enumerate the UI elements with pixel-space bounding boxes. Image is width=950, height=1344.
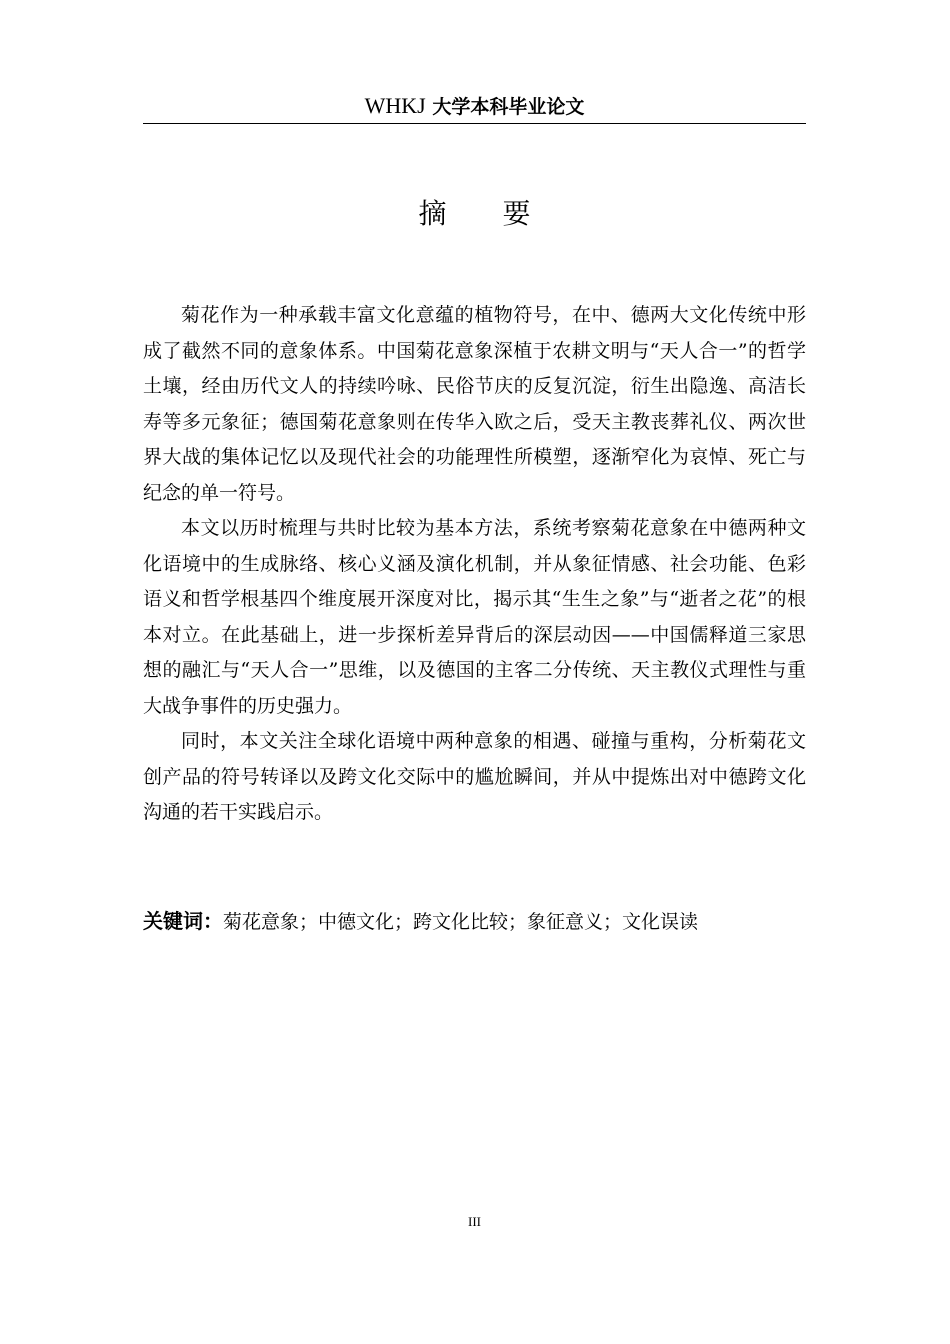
- keywords-line: [143, 903, 806, 940]
- keywords-label: 关键词：: [143, 909, 223, 933]
- header-university-code: WHKJ: [364, 93, 426, 118]
- keywords-text: 菊花意象；中德文化；跨文化比较；象征意义；文化误读: [223, 911, 699, 933]
- header-rule: [143, 123, 806, 124]
- page-number: III: [468, 1214, 481, 1229]
- abstract-paragraph-2: 本文以历时梳理与共时比较为基本方法，系统考察菊花意象在中德两种文化语境中的生成脉络、核心义涵及演化机制，并从象征情感、社会功能、色彩语义和哲学根基四个维度展开深度对比，揭示其“生生之象”与“逝者之花”的根本对立。在此基础上，进一步探析差异背后的深层动因——中国儒释道三家思想的融汇与“天人合一”思维，以及德国的主客二分传统、天主教仪式理性与重大战争事件的历史强力。: [143, 517, 806, 717]
- abstract-title: 摘要: [418, 197, 587, 230]
- abstract-paragraph-1: 菊花作为一种承载丰富文化意蕴的植物符号，在中、德两大文化传统中形成了截然不同的意象体系。中国菊花意象深植于农耕文明与“天人合一”的哲学土壤，经由历代文人的持续吟咏、民俗节庆的反复沉淀，衍生出隐逸、高洁长寿等多元象征；德国菊花意象则在传华入欧之后，受天主教丧葬礼仪、两次世界大战的集体记忆以及现代社会的功能理性所模塑，逐渐窄化为哀悼、死亡与纪念的单一符号。: [143, 304, 806, 504]
- abstract-paragraph-3: 同时，本文关注全球化语境中两种意象的相遇、碰撞与重构，分析菊花文创产品的符号转译以及跨文化交际中的尴尬瞬间，并从中提炼出对中德跨文化沟通的若干实践启示。: [143, 730, 806, 823]
- abstract-body: [143, 298, 806, 831]
- header-thesis-type: 大学本科毕业论文: [432, 96, 585, 118]
- running-header: [143, 91, 806, 121]
